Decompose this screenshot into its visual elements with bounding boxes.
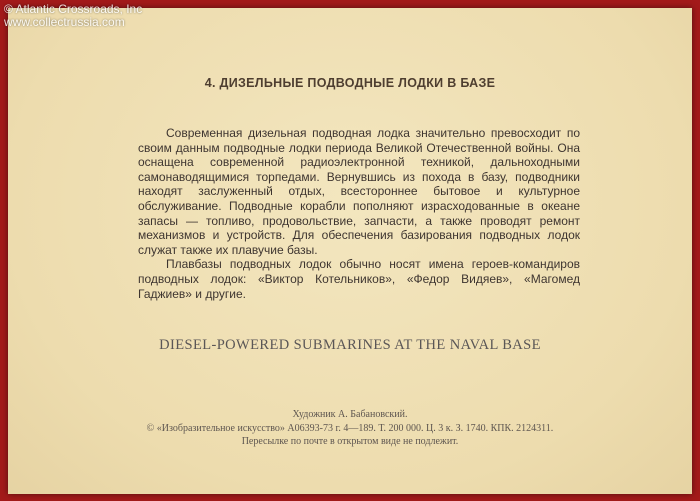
paragraph-1: Современная дизельная подводная лодка значительно превосходит по своим данным подводные лодки периода Великой Отечественной войны. Она оснащена современной радиоэлектронной техникой, дальноходными самонаводящимися торпедами. Вернувшись из похода в базу, подводники находят заслуженный отдых, всестороннее бытовое и культурное обслуживание. Подводные корабли пополняют израсходованные в океане запасы — топливо, продовольствие, запчасти, а также проводят ремонт механизмов и устройств. Для обеспечения базирования подводных лодок служат также их плавучие базы. (138, 126, 580, 257)
postcard-back (8, 8, 692, 494)
mailing-note: Пересылке по почте в открытом виде не подлежит. (241, 436, 459, 447)
watermark-url: www.collectrussia.com (4, 15, 125, 29)
publisher-line: © «Изобразительное искусство» A06393-73 г. 4—189. Т. 200 000. Ц. 3 к. З. 1740. КПК. 2124311. (146, 423, 554, 434)
english-title: DIESEL-POWERED SUBMARINES AT THE NAVAL BASE (159, 337, 541, 353)
card-title: 4. ДИЗЕЛЬНЫЕ ПОДВОДНЫЕ ЛОДКИ В БАЗЕ (204, 76, 496, 90)
paragraph-2: Плавбазы подводных лодок обычно носят имена героев-командиров подводных лодок: «Виктор Котельников», «Федор Видяев», «Магомед Гаджиев» и другие. (138, 257, 580, 301)
card-body-text (138, 126, 580, 301)
artist-credit: Художник А. Бабановский. (292, 409, 408, 420)
watermark-copyright: © Atlantic Crossroads, Inc (4, 2, 143, 16)
